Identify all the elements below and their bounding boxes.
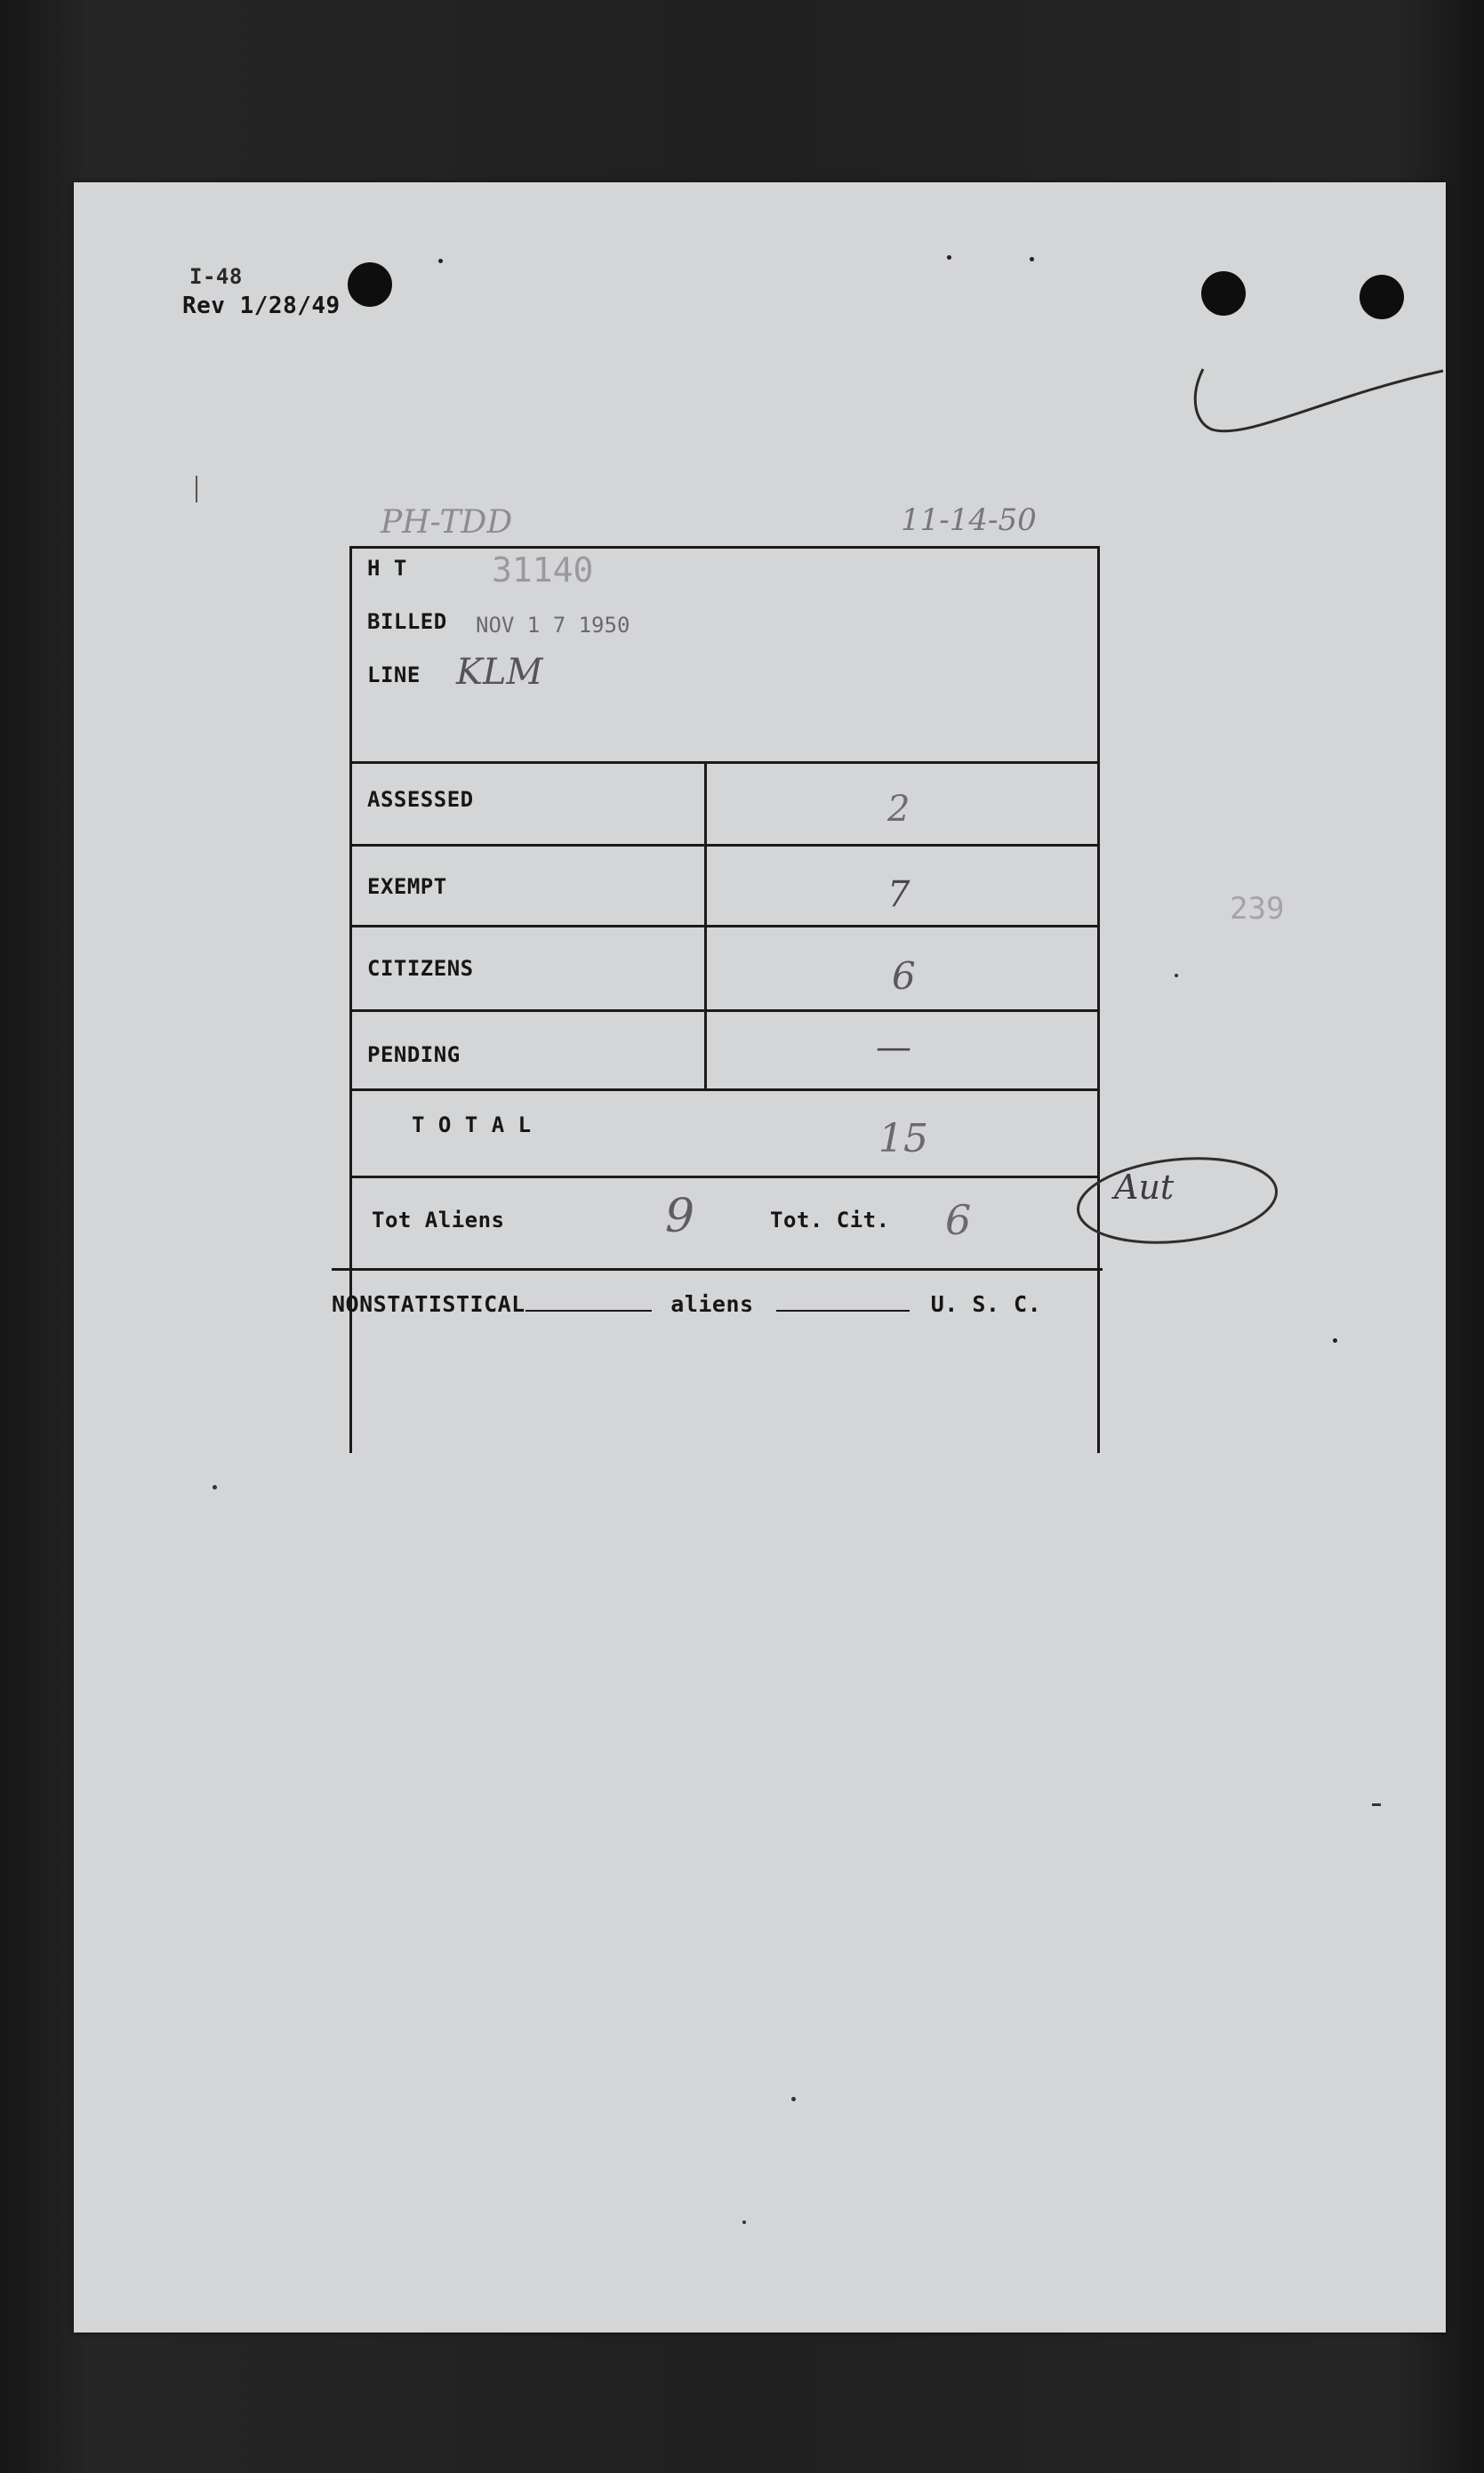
- circled-note-text: Aut: [1114, 1168, 1175, 1207]
- billed-date-stamp: NOV 1 7 1950: [476, 613, 630, 638]
- pending-value: —: [876, 1027, 911, 1068]
- pencil-checkmark: [1185, 360, 1452, 458]
- speck: [1175, 974, 1178, 977]
- nonstatistical-label: NONSTATISTICAL: [332, 1291, 525, 1317]
- speck: [791, 2097, 796, 2101]
- nonstatistical-line: [332, 1291, 1041, 1317]
- tot-aliens-label: Tot Aliens: [372, 1208, 505, 1232]
- pending-label: PENDING: [367, 1042, 461, 1067]
- tot-aliens-value: 9: [665, 1190, 695, 1243]
- speck: [1333, 1338, 1337, 1343]
- aliens-blank: [776, 1310, 910, 1312]
- billed-label: BILLED: [367, 609, 447, 634]
- handwritten-date: 11-14-50: [901, 502, 1037, 538]
- citizens-value: 6: [892, 954, 916, 998]
- punch-hole-right-2: [1360, 275, 1404, 319]
- nonstatistical-blank: [525, 1310, 652, 1312]
- revision-date: Rev 1/28/49: [182, 293, 341, 319]
- side-number: 239: [1230, 891, 1285, 927]
- ht-number: 31140: [492, 550, 594, 590]
- punch-hole-right-1: [1201, 271, 1246, 316]
- aliens-label: aliens: [670, 1291, 754, 1317]
- citizens-label: CITIZENS: [367, 956, 474, 981]
- margin-mark: [196, 476, 197, 502]
- tot-cit-label: Tot. Cit.: [770, 1208, 890, 1232]
- box-bottom-border: [332, 1268, 1103, 1271]
- row-divider-5: [349, 1176, 1100, 1178]
- speck: [1030, 257, 1034, 261]
- speck: [438, 259, 443, 263]
- exempt-value: 7: [887, 874, 910, 915]
- speck: [742, 2220, 746, 2224]
- box-left-border: [349, 546, 352, 1453]
- handwritten-office-code: PH-TDD: [381, 504, 513, 541]
- ht-label: H T: [367, 556, 407, 581]
- box-right-border: [1097, 546, 1100, 1453]
- row-divider-3: [349, 1009, 1100, 1012]
- tot-cit-value: 6: [945, 1196, 972, 1244]
- speck: [213, 1485, 217, 1489]
- assessed-value: 2: [887, 789, 910, 830]
- box-top-border: [349, 546, 1100, 549]
- total-value: 15: [878, 1116, 928, 1161]
- usc-label: U. S. C.: [930, 1291, 1042, 1317]
- punch-hole-left: [348, 262, 392, 307]
- speck: [947, 255, 951, 260]
- header-divider: [349, 761, 1100, 764]
- row-divider-4: [349, 1088, 1100, 1091]
- assessed-label: ASSESSED: [367, 787, 474, 812]
- circled-note-ring: [1072, 1152, 1282, 1249]
- form-code: I-48: [189, 264, 243, 289]
- exempt-label: EXEMPT: [367, 874, 447, 899]
- row-divider-1: [349, 844, 1100, 847]
- document-page: [74, 182, 1446, 2332]
- line-value: KLM: [456, 652, 543, 693]
- total-label: T O T A L: [412, 1112, 532, 1137]
- line-label: LINE: [367, 662, 421, 687]
- row-divider-2: [349, 925, 1100, 927]
- speck: [1372, 1803, 1381, 1806]
